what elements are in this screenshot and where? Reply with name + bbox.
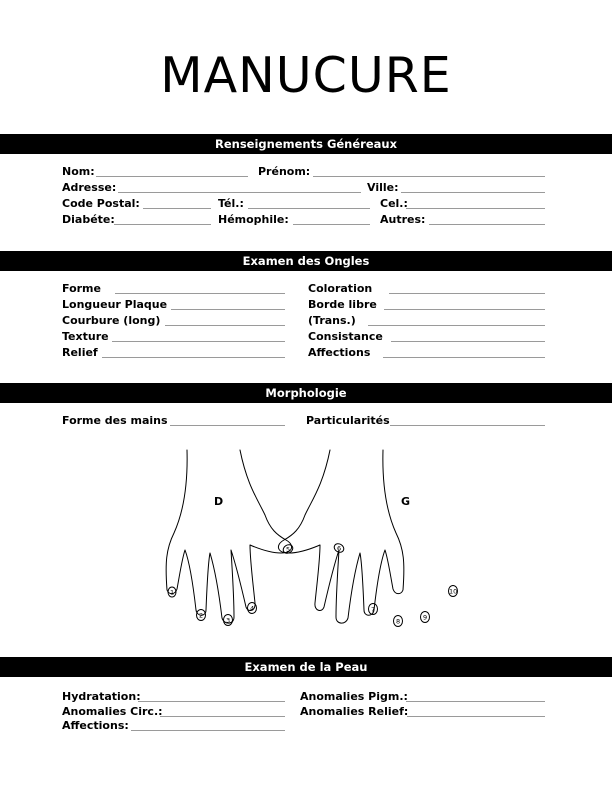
label-affections-nails: Affections — [308, 346, 371, 359]
nail-number-4: 4 — [250, 604, 255, 613]
label-hemophilie: Hémophile: — [218, 213, 289, 226]
label-courbure: Courbure (long) — [62, 314, 161, 327]
left-hand-outline — [278, 450, 403, 623]
field-trans[interactable] — [368, 325, 545, 326]
field-forme-mains[interactable] — [170, 425, 285, 426]
nail-number-6: 6 — [337, 544, 342, 553]
field-affections-skin[interactable] — [131, 730, 285, 731]
label-borde-libre: Borde libre — [308, 298, 377, 311]
field-relief[interactable] — [102, 357, 285, 358]
field-code-postal[interactable] — [143, 208, 211, 209]
label-hydratation: Hydratation: — [62, 690, 141, 703]
field-autres[interactable] — [429, 224, 545, 225]
label-consistance: Consistance — [308, 330, 383, 343]
label-longueur-plaque: Longueur Plaque — [62, 298, 168, 311]
label-adresse: Adresse: — [62, 181, 117, 194]
label-ville: Ville: — [367, 181, 399, 194]
left-hand-label: G — [401, 495, 411, 508]
field-adresse[interactable] — [118, 192, 361, 193]
nail-number-8: 8 — [396, 617, 401, 626]
label-tel: Tél.: — [218, 197, 244, 210]
label-trans: (Trans.) — [308, 314, 356, 327]
nail-number-9: 9 — [423, 613, 428, 622]
label-nom: Nom: — [62, 165, 95, 178]
field-particularites[interactable] — [390, 425, 545, 426]
label-affections-skin: Affections: — [62, 719, 129, 732]
field-ville[interactable] — [401, 192, 545, 193]
label-diabete: Diabéte: — [62, 213, 115, 226]
section-header-skin: Examen de la Peau — [0, 657, 612, 677]
hands-diagram — [150, 445, 470, 635]
section-header-nails: Examen des Ongles — [0, 251, 612, 271]
label-forme: Forme — [62, 282, 101, 295]
field-borde-libre[interactable] — [384, 309, 545, 310]
field-hemophilie[interactable] — [293, 224, 370, 225]
label-autres: Autres: — [380, 213, 426, 226]
field-coloration[interactable] — [389, 293, 545, 294]
label-relief: Relief — [62, 346, 98, 359]
form-title: MANUCURE — [160, 47, 452, 104]
field-anomalies-relief[interactable] — [407, 716, 545, 717]
field-anomalies-circ[interactable] — [160, 716, 285, 717]
label-forme-mains: Forme des mains — [62, 414, 168, 427]
field-nom[interactable] — [96, 176, 248, 177]
field-texture[interactable] — [112, 341, 285, 342]
label-particularites: Particularités — [306, 414, 390, 427]
label-prenom: Prénom: — [258, 165, 311, 178]
label-code-postal: Code Postal: — [62, 197, 140, 210]
field-tel[interactable] — [248, 208, 370, 209]
section-header-morphology: Morphologie — [0, 383, 612, 403]
label-texture: Texture — [62, 330, 109, 343]
field-courbure[interactable] — [165, 325, 285, 326]
nail-number-7: 7 — [371, 605, 376, 614]
field-diabete[interactable] — [114, 224, 211, 225]
right-hand-label: D — [214, 495, 224, 508]
field-hydratation[interactable] — [138, 701, 285, 702]
field-prenom[interactable] — [313, 176, 545, 177]
nail-number-1: 1 — [170, 588, 175, 597]
nail-number-2: 2 — [199, 611, 204, 620]
label-anomalies-circ: Anomalies Circ.: — [62, 705, 163, 718]
nail-number-5: 5 — [286, 545, 291, 554]
label-anomalies-pigm: Anomalies Pigm.: — [300, 690, 408, 703]
field-consistance[interactable] — [391, 341, 545, 342]
section-header-general: Renseignements Généreaux — [0, 134, 612, 154]
field-longueur-plaque[interactable] — [171, 309, 285, 310]
field-cel[interactable] — [406, 208, 545, 209]
label-coloration: Coloration — [308, 282, 373, 295]
nail-number-10: 10 — [449, 587, 458, 596]
label-anomalies-relief: Anomalies Relief: — [300, 705, 409, 718]
field-anomalies-pigm[interactable] — [406, 701, 545, 702]
field-affections-nails[interactable] — [383, 357, 545, 358]
right-hand-outline — [166, 450, 291, 623]
label-cel: Cel.: — [380, 197, 408, 210]
nail-number-3: 3 — [226, 616, 231, 625]
field-forme[interactable] — [115, 293, 285, 294]
